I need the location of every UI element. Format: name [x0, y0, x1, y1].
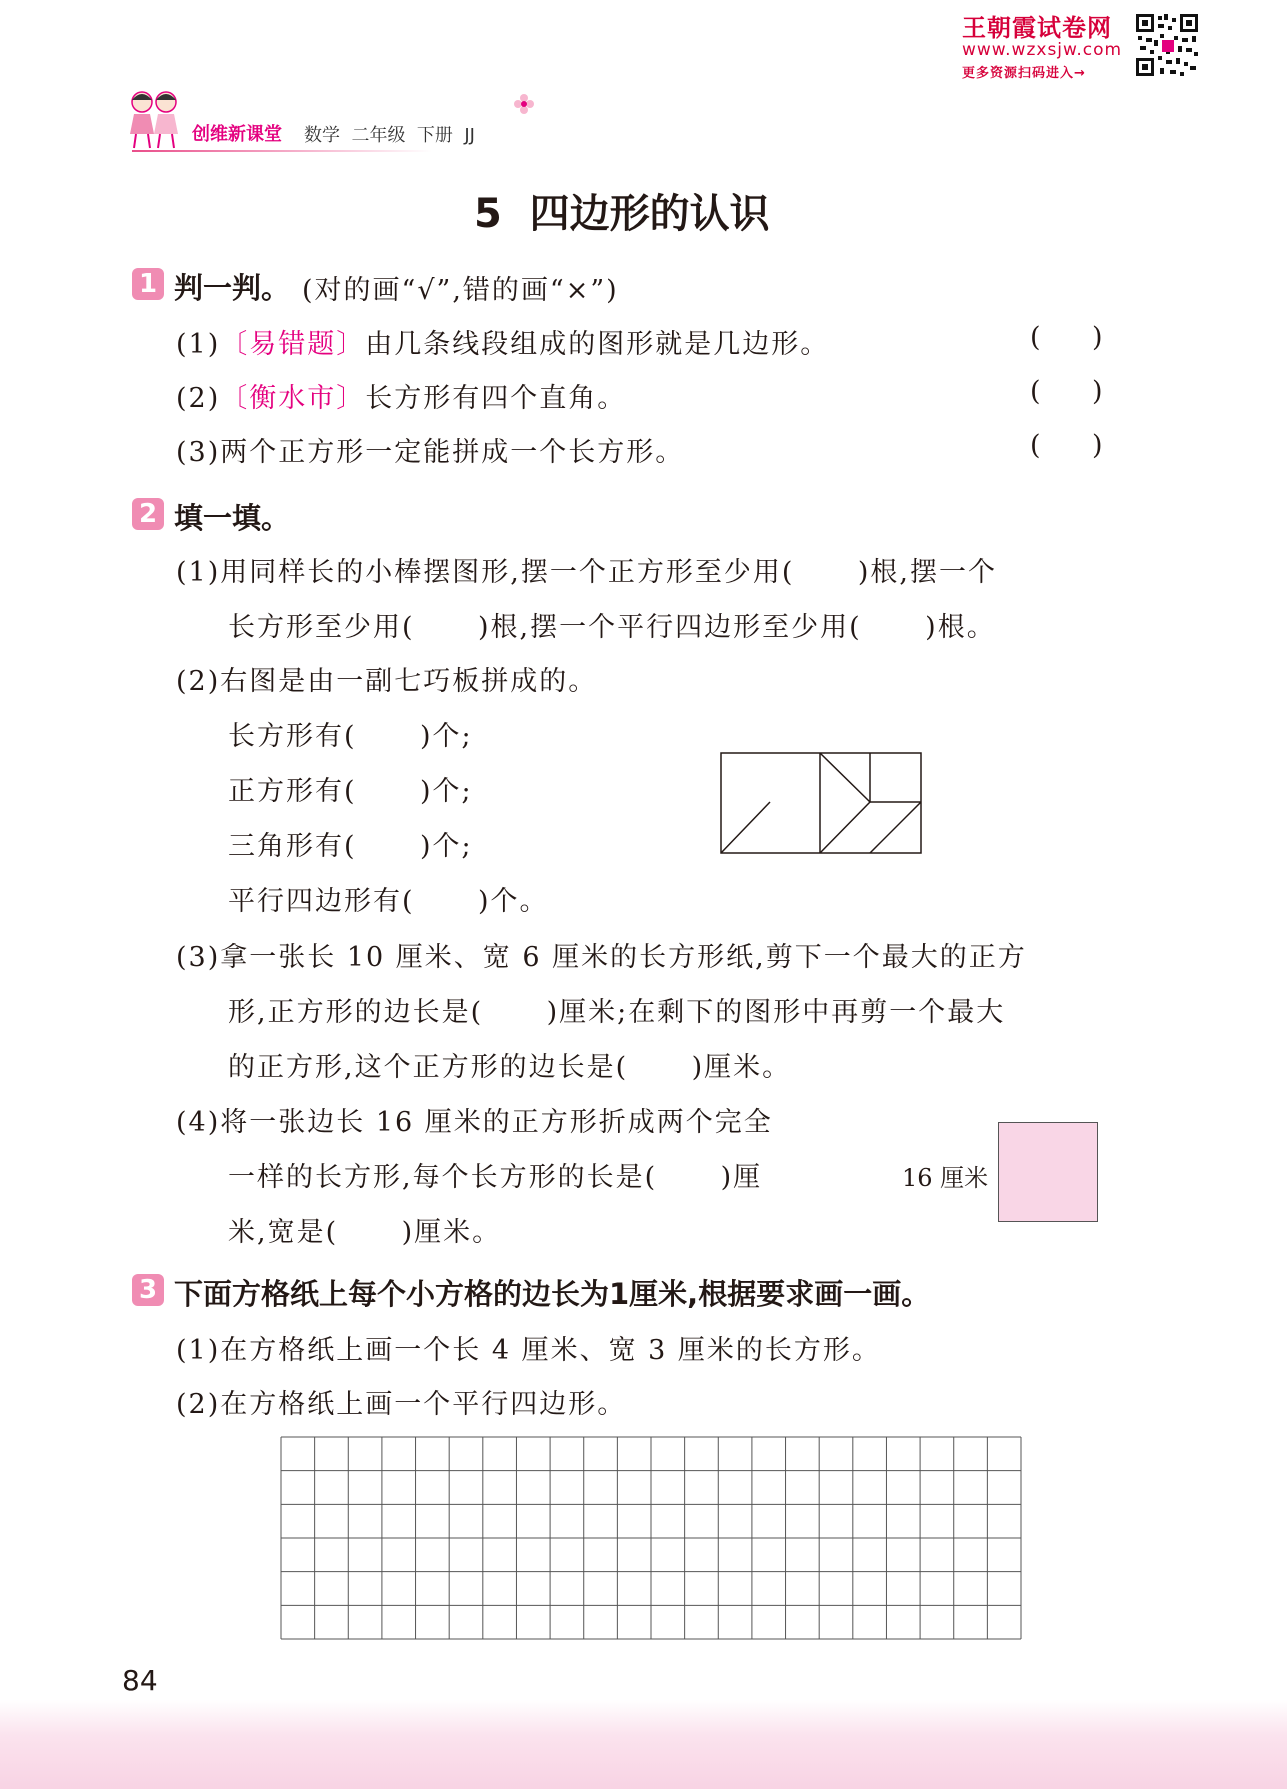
- section-3-title: 下面方格纸上每个小方格的边长为1厘米,根据要求画一画。: [174, 1277, 931, 1311]
- s2-q4-line-1: (4)将一张边长 16 厘米的正方形折成两个完全: [176, 1107, 773, 1138]
- book-subject: 数学 二年级 下册 JJ: [304, 125, 475, 146]
- s2-q3-line-1: (3)拿一张长 10 厘米、宽 6 厘米的长方形纸,剪下一个最大的正方: [176, 942, 1027, 973]
- pink-square-figure: [998, 1122, 1098, 1222]
- answer-blank[interactable]: ( ): [1030, 376, 1103, 407]
- s3-item-2: (2)在方格纸上画一个平行四边形。: [176, 1389, 627, 1420]
- header-divider: [132, 150, 432, 152]
- s2-q1-line-1: (1)用同样长的小棒摆图形,摆一个正方形至少用( )根,摆一个: [176, 557, 997, 588]
- section-1-title: 判一判。: [174, 271, 291, 305]
- brand-title: 王朝霞试卷网: [962, 14, 1112, 42]
- item-index: (2): [176, 383, 221, 414]
- s2-q2-triangles: 三角形有( )个;: [228, 831, 473, 862]
- answer-blank[interactable]: ( ): [1030, 430, 1103, 461]
- tangram-figure: [720, 752, 924, 856]
- item-text: 长方形有四个直角。: [365, 383, 627, 414]
- brand-more: 更多资源扫码进入→: [962, 66, 1086, 81]
- section-3-badge: 3: [132, 1274, 164, 1306]
- s2-q4-line-3: 米,宽是( )厘米。: [228, 1217, 502, 1248]
- section-2-badge: 2: [132, 498, 164, 530]
- answer-blank[interactable]: ( ): [1030, 322, 1103, 353]
- item-text: 由几条线段组成的图形就是几边形。: [365, 329, 830, 360]
- flower-decoration-icon: [512, 92, 536, 116]
- footer-band: [0, 1700, 1287, 1789]
- s2-q1-line-2: 长方形至少用( )根,摆一个平行四边形至少用( )根。: [228, 612, 996, 643]
- s2-q2-squares: 正方形有( )个;: [228, 776, 473, 807]
- s2-q2-rectangles: 长方形有( )个;: [228, 721, 473, 752]
- item-index: (1): [176, 329, 221, 360]
- page-number: 84: [122, 1664, 158, 1697]
- item-tag: 〔易错题〕: [220, 329, 366, 360]
- s1-item-1: [176, 322, 829, 361]
- square-side-label: 16 厘米: [902, 1164, 989, 1192]
- s1-item-3: [176, 430, 684, 469]
- item-tag: 〔衡水市〕: [220, 383, 366, 414]
- page-title: 5 四边形的认识: [474, 191, 770, 237]
- children-mascot-icon: [124, 86, 186, 152]
- section-2-title: 填一填。: [174, 501, 291, 535]
- s2-q4-line-2: 一样的长方形,每个长方形的长是( )厘: [228, 1162, 763, 1193]
- item-index: (3): [176, 437, 221, 468]
- item-text: 两个正方形一定能拼成一个长方形。: [220, 437, 685, 468]
- drawing-grid[interactable]: [280, 1436, 1022, 1640]
- s2-q2-prompt: (2)右图是由一副七巧板拼成的。: [176, 666, 598, 697]
- series-name: 创维新课堂: [192, 124, 282, 145]
- s2-q3-line-3: 的正方形,这个正方形的边长是( )厘米。: [228, 1052, 792, 1083]
- s2-q3-line-2: 形,正方形的边长是( )厘米;在剩下的图形中再剪一个最大: [228, 997, 1006, 1028]
- s1-item-2: [176, 376, 626, 415]
- qr-code-icon[interactable]: [1134, 12, 1200, 78]
- section-1-badge: 1: [132, 268, 164, 300]
- section-1-hint: (对的画“√”,错的画“×”): [302, 275, 619, 306]
- brand-url[interactable]: www.wzxsjw.com: [962, 40, 1123, 60]
- s2-q2-parallelograms: 平行四边形有( )个。: [228, 886, 549, 917]
- s3-item-1: (1)在方格纸上画一个长 4 厘米、宽 3 厘米的长方形。: [176, 1335, 881, 1366]
